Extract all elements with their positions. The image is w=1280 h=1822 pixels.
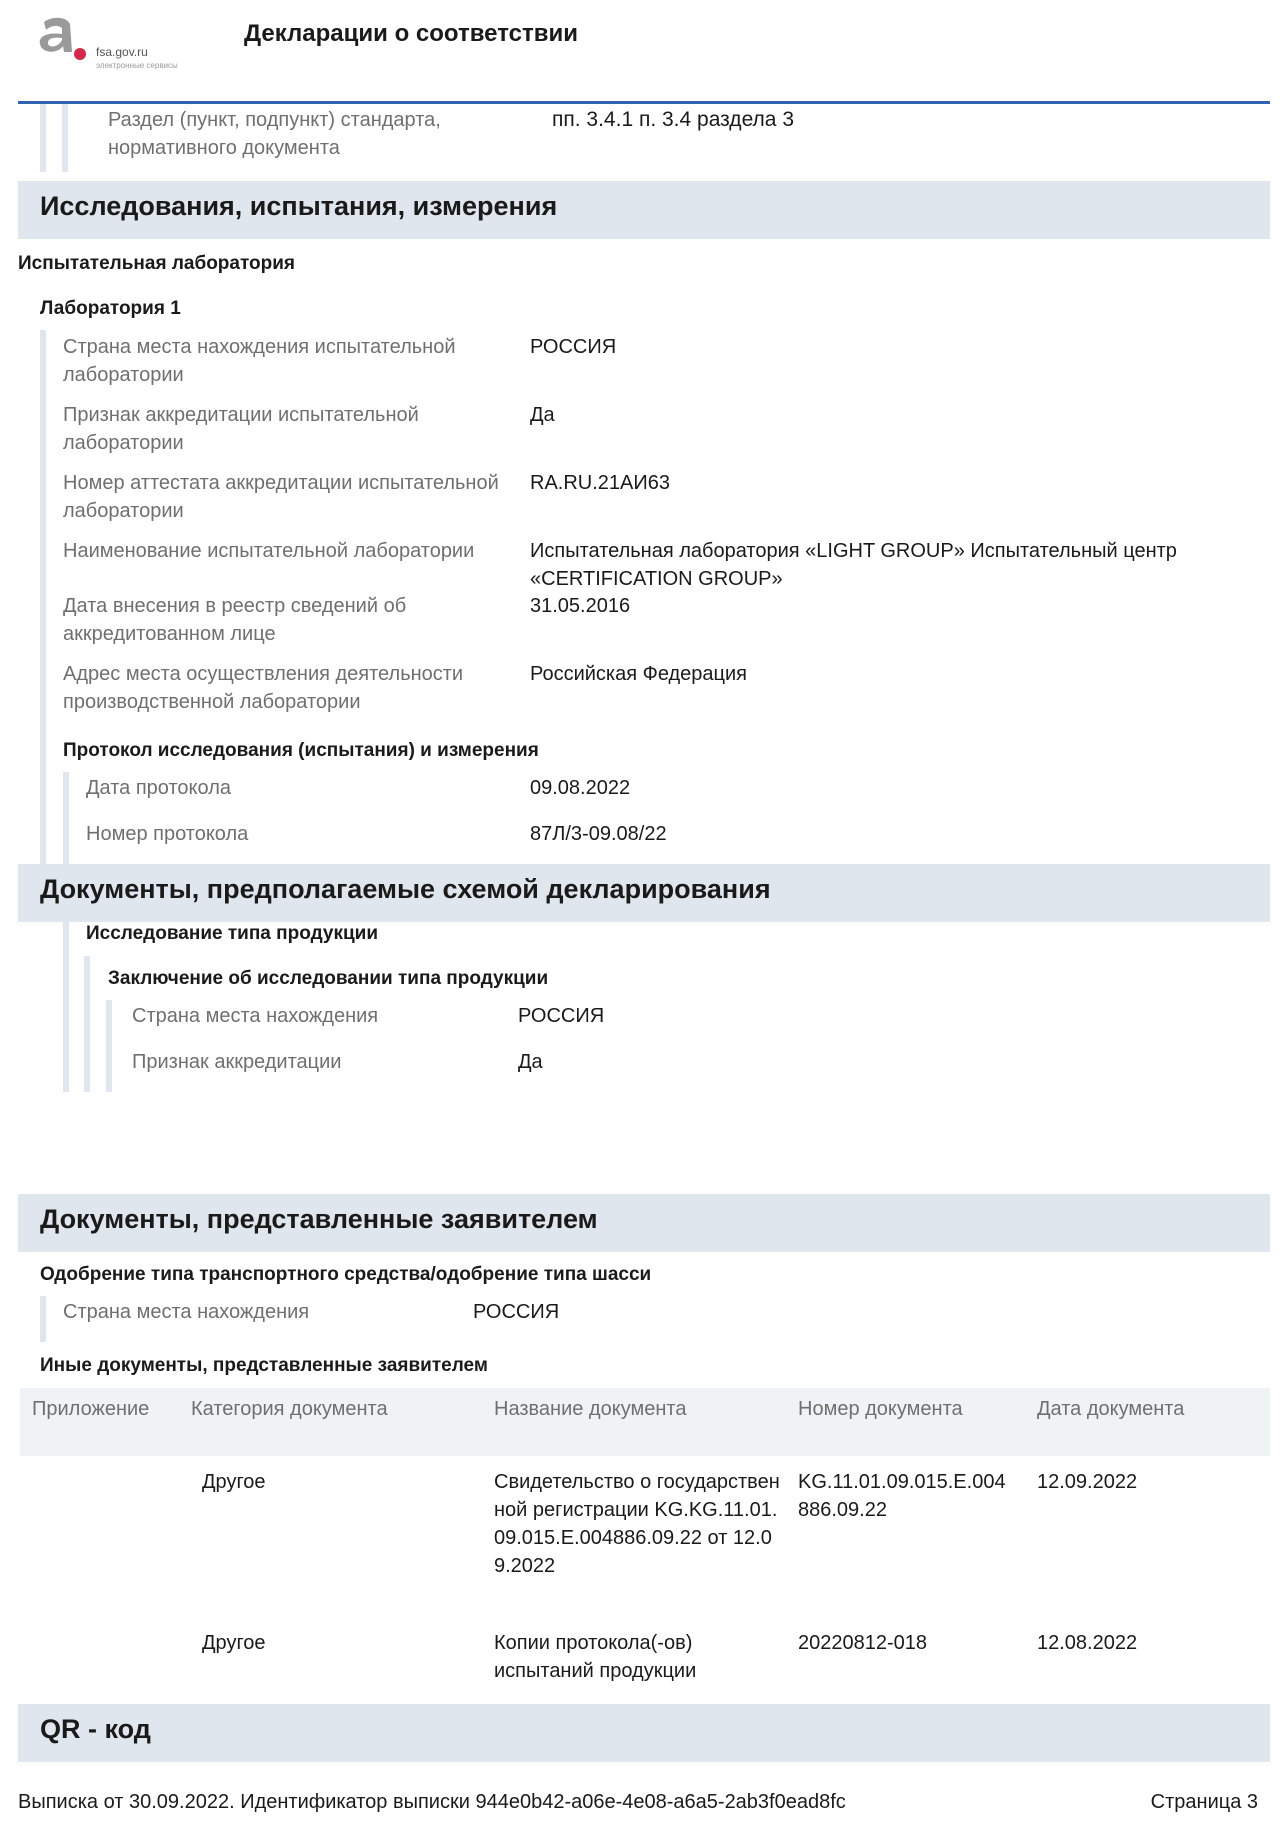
conclusion-value: РОССИЯ [518,1005,605,1027]
section-title: Исследования, испытания, измерения [40,191,558,221]
indent-bar [63,922,69,1092]
indent-bar [62,104,68,172]
section-applicant-docs [18,1194,1270,1252]
protocol-title: Протокол исследования (испытания) и измерения [63,740,539,761]
column-header: Категория документа [191,1398,388,1420]
field-label: Признак аккредитации испытательной лаборатории [63,404,419,454]
table-cell-number: 20220812-018 [798,1632,928,1654]
table-row [20,1468,1270,1628]
scheme-subtitle: Исследование типа продукции [86,923,378,944]
conclusion-label: Признак аккредитации [132,1051,342,1073]
field-label: Номер аттестата аккредитации испытательной лаборатории [63,472,499,522]
approval-title: Одобрение типа транспортного средства/одобрение типа шасси [40,1264,652,1285]
header-divider [18,101,1270,104]
protocol-label: Дата протокола [86,777,231,799]
section-qr [18,1704,1270,1762]
indent-bar [63,772,69,864]
field-value: RA.RU.21АИ63 [530,472,670,494]
table-cell-category: Другое [202,1632,266,1654]
field-label: Страна места нахождения испытательной лаборатории [63,336,456,386]
table-cell-category: Другое [202,1471,266,1493]
fsa-logo-icon [34,16,94,64]
field-label: Дата внесения в реестр сведений об аккредитованном лице [63,595,407,645]
documents-table [20,1388,1270,1688]
conclusion-value: Да [518,1051,543,1073]
lab-title: Лаборатория 1 [40,298,181,319]
indent-bar [40,104,46,172]
field-label: Наименование испытательной лаборатории [63,540,475,562]
table-cell-name: Свидетельство о государственной регистрации KG.KG.11.01.09.015.E.004886.09.22 от 12.09.2022 [494,1471,780,1577]
table-cell-date: 12.09.2022 [1037,1471,1138,1493]
column-header: Номер документа [798,1398,963,1420]
table-cell-number: KG.11.01.09.015.E.004886.09.22 [798,1471,1006,1521]
field-value: Российская Федерация [530,663,748,685]
standard-section-value: пп. 3.4.1 п. 3.4 раздела 3 [552,108,794,131]
table-row [20,1629,1270,1689]
section-title: QR - код [40,1714,151,1744]
page-title: Декларации о соответствии [244,20,578,47]
table-cell-name: Копии протокола(-ов) испытаний продукции [494,1632,697,1682]
conclusion-title: Заключение об исследовании типа продукции [108,968,549,989]
indent-bar [40,1296,46,1342]
logo-text: fsa.gov.ru [96,45,148,59]
footer-page-number: Страница 3 [1150,1791,1258,1813]
column-header: Дата документа [1037,1398,1185,1420]
section-title: Документы, предполагаемые схемой декларирования [40,874,771,904]
table-header [20,1388,1270,1456]
field-value: 31.05.2016 [530,595,631,617]
footer-extract-info: Выписка от 30.09.2022. Идентификатор выписки 944e0b42-a06e-4e08-a6a5-2ab3f0ead8fc [18,1791,846,1813]
protocol-value: 09.08.2022 [530,777,631,799]
protocol-label: Номер протокола [86,823,249,845]
field-label: Адрес места осуществления деятельности производственной лаборатории [63,663,464,713]
standard-section-label: Раздел (пункт, подпункт) стандарта, нормативного документа [108,109,441,159]
approval-value: РОССИЯ [473,1301,560,1323]
field-value: Да [530,404,555,426]
column-header: Приложение [32,1398,150,1420]
indent-bar [84,956,90,1092]
lab-group-title: Испытательная лаборатория [18,253,296,274]
protocol-value: 87Л/3-09.08/22 [530,823,667,845]
other-docs-title: Иные документы, представленные заявителем [40,1355,488,1376]
field-value: Испытательная лаборатория «LIGHT GROUP» Испытательный центр «CERTIFICATION GROUP» [530,540,1177,590]
indent-bar [106,1000,112,1092]
section-scheme-docs [18,864,1270,922]
logo-subtext: электронные сервисы [96,61,178,70]
indent-bar [40,330,46,864]
section-research [18,181,1270,239]
approval-label: Страна места нахождения [63,1301,310,1323]
field-value: РОССИЯ [530,336,617,358]
section-title: Документы, представленные заявителем [40,1204,598,1234]
table-cell-date: 12.08.2022 [1037,1632,1138,1654]
column-header: Название документа [494,1398,687,1420]
conclusion-label: Страна места нахождения [132,1005,379,1027]
